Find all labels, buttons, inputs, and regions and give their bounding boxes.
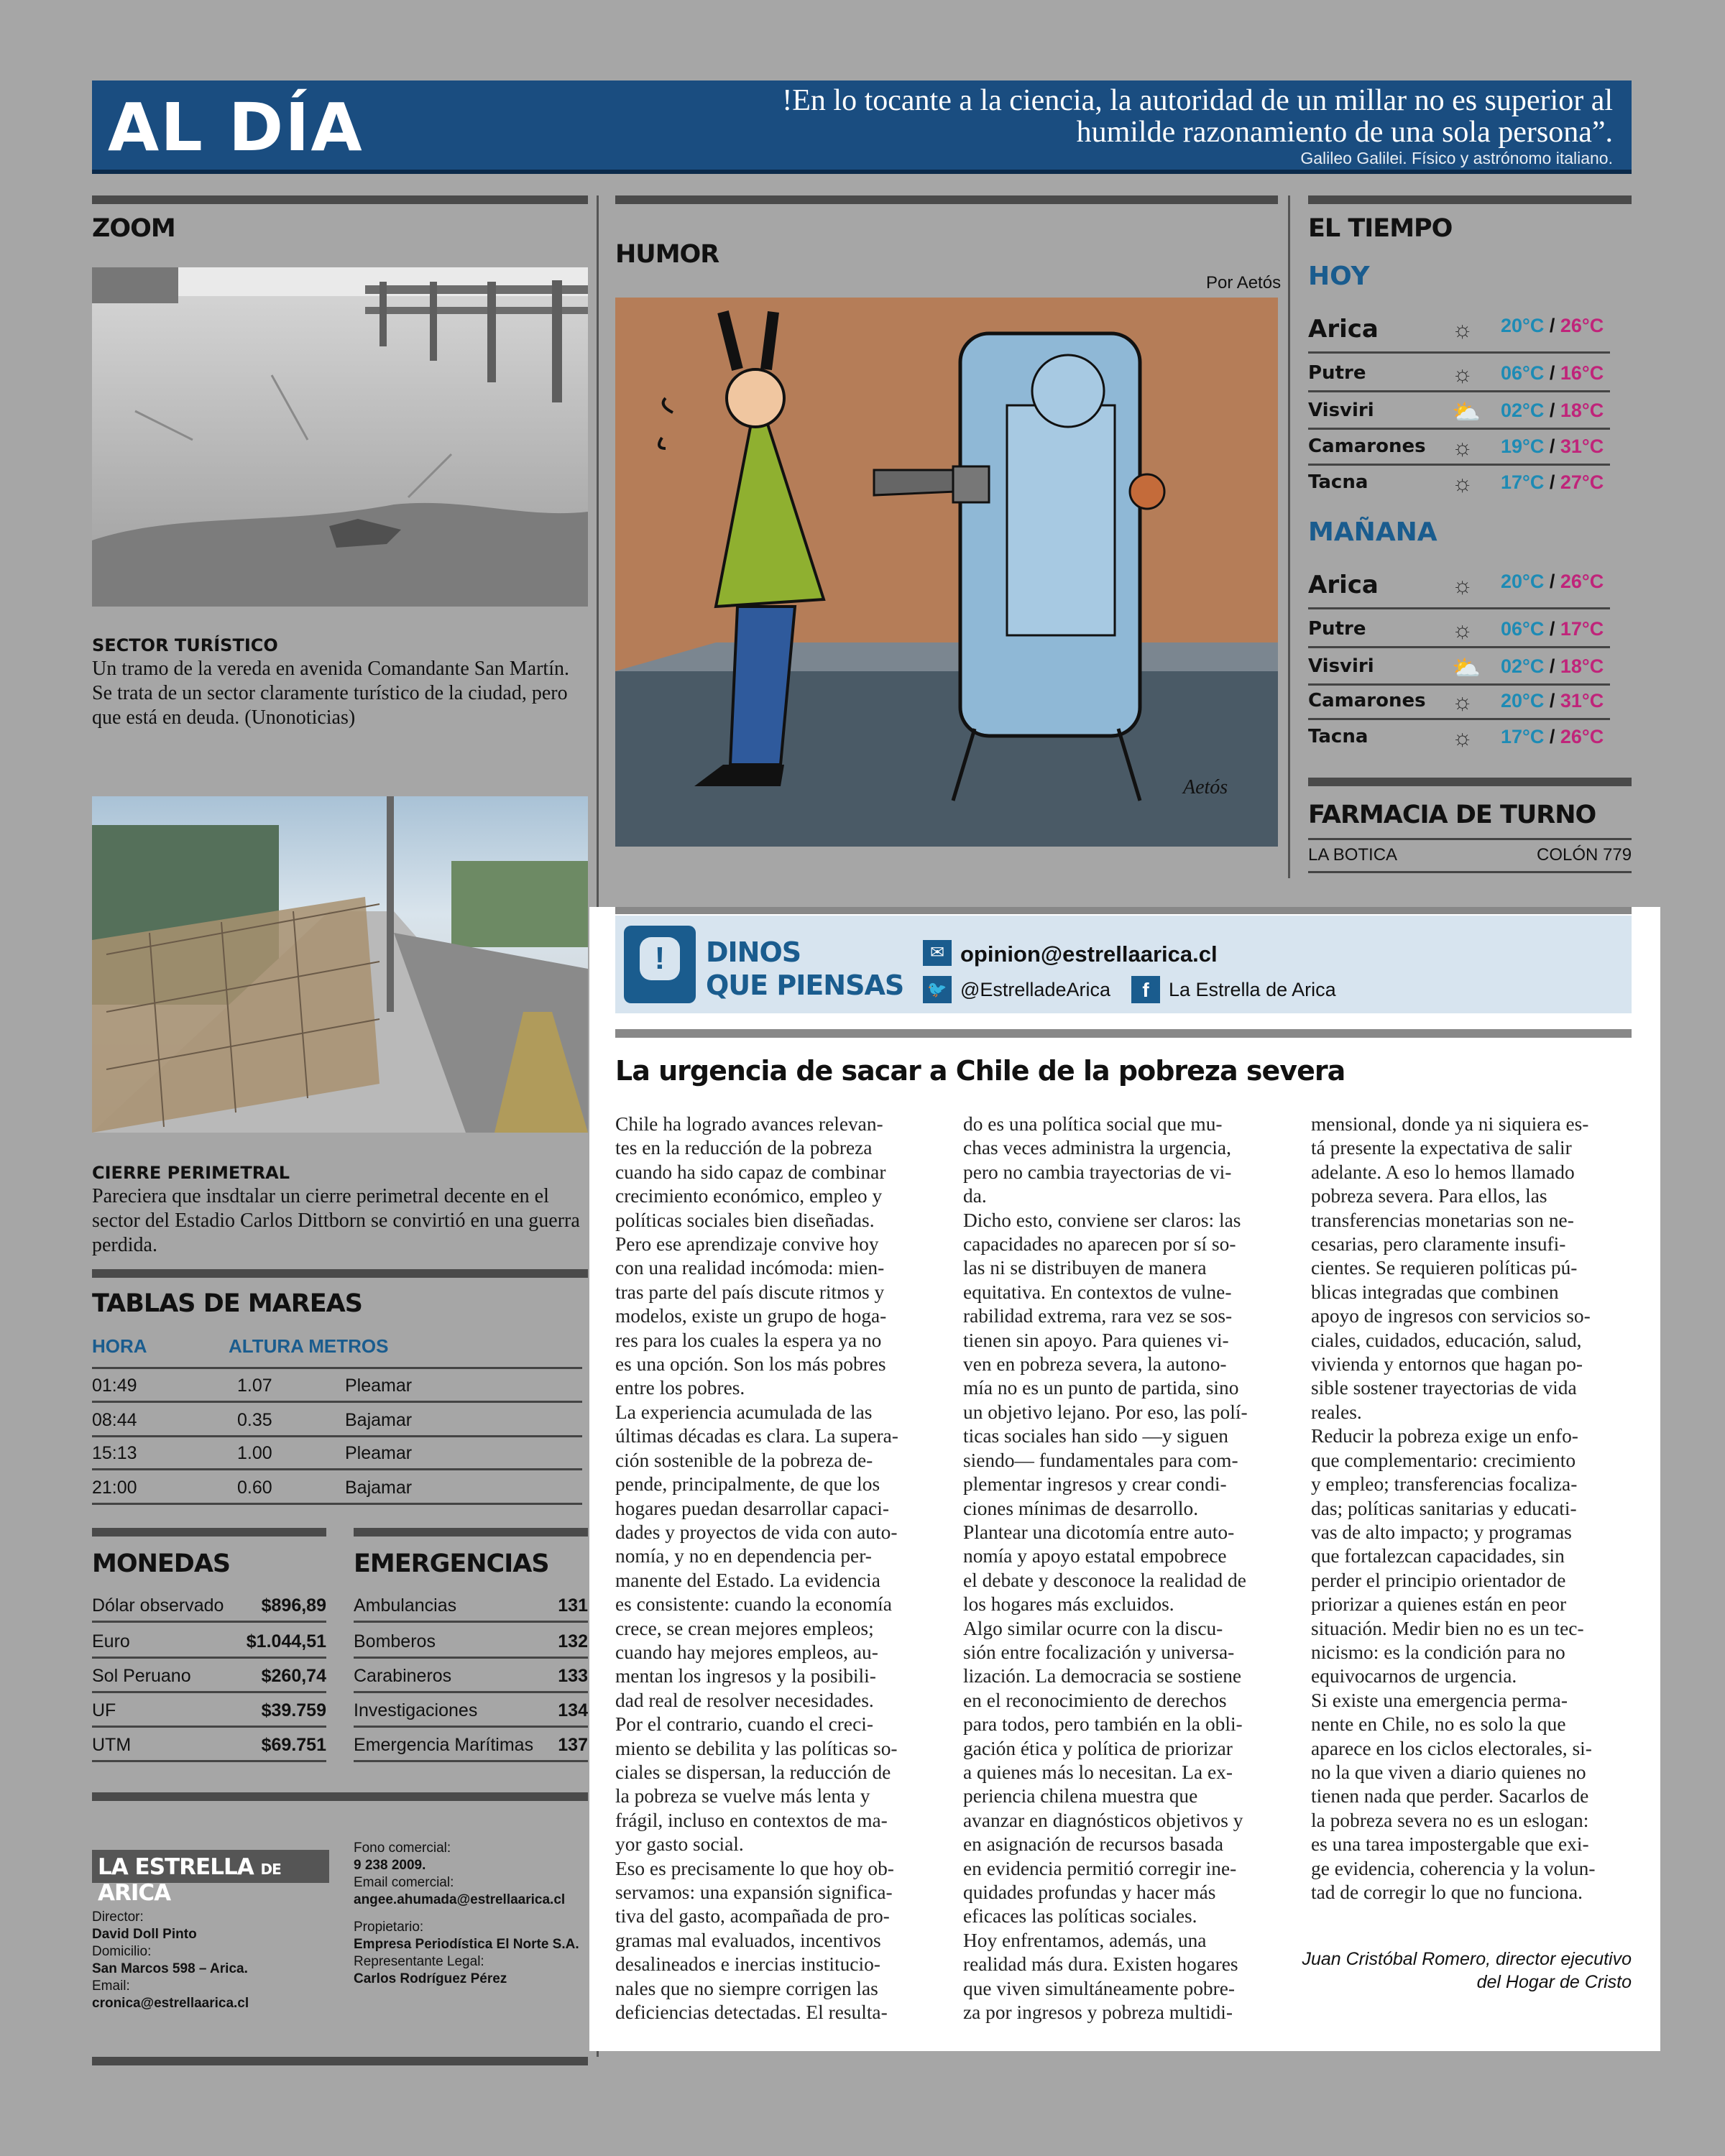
weather-row: Camarones ☼ 20°C / 31°C bbox=[1308, 683, 1610, 720]
email-icon: ✉ bbox=[923, 940, 952, 966]
masthead-left: Director: David Doll Pinto Domicilio: San Marcos 598 – Arica. Email: cronica@estrellaarica.cl bbox=[92, 1909, 249, 2011]
table-row: Ambulancias 131 bbox=[354, 1590, 588, 1623]
table-row: Carabineros 133 bbox=[354, 1660, 588, 1693]
masthead-right: Fono comercial: 9 238 2009. Email comercial: angee.ahumada@estrellaarica.cl Propietario: Empresa Periodística El Norte S.A. Representante Legal: Carlos Rodríguez Pérez bbox=[354, 1841, 579, 1986]
table-row: 01:49 1.07 Pleamar bbox=[92, 1370, 582, 1403]
sun-icon: ☼ bbox=[1452, 361, 1473, 387]
weather-row: Arica ☼ 20°C / 26°C bbox=[1308, 563, 1610, 609]
weather-tomorrow-list bbox=[1308, 563, 1610, 757]
tides-heading: TABLAS DE MAREAS bbox=[92, 1289, 362, 1318]
tides-col-height: ALTURA METROS bbox=[229, 1335, 389, 1357]
divider bbox=[92, 2057, 588, 2065]
divider bbox=[615, 1029, 1632, 1038]
banner-quote: !En lo tocante a la ciencia, la autoridad de un millar no es superior al humilde razonamiento de una sola persona”. bbox=[782, 84, 1613, 149]
newspaper-logo: LA ESTRELLA DE ARICA bbox=[92, 1850, 329, 1883]
weather-row: Tacna ☼ 17°C / 26°C bbox=[1308, 724, 1604, 750]
zoom-heading: ZOOM bbox=[92, 214, 175, 243]
facebook-icon: f bbox=[1131, 976, 1160, 1003]
article-headline: La urgencia de sacar a Chile de la pobreza severa bbox=[615, 1055, 1346, 1087]
divider bbox=[615, 907, 1632, 914]
table-row: 21:00 0.60 Bajamar bbox=[92, 1472, 582, 1505]
currencies-heading: MONEDAS bbox=[92, 1549, 231, 1578]
article-body bbox=[615, 1112, 1632, 2047]
humor-cartoon bbox=[615, 298, 1278, 847]
section-banner bbox=[92, 80, 1632, 174]
sun-haze-icon: ☼ bbox=[1452, 470, 1473, 496]
sun-haze-icon: ☼ bbox=[1452, 572, 1473, 598]
weather-row: Putre ☼ 06°C / 17°C bbox=[1308, 611, 1610, 648]
sun-haze-icon: ☼ bbox=[1452, 617, 1473, 642]
divider bbox=[92, 195, 588, 204]
speech-bubble-icon: ! bbox=[624, 926, 696, 1003]
humor-credit: Por Aetós bbox=[1206, 273, 1282, 292]
sun-icon: ☼ bbox=[1452, 316, 1473, 342]
zoom-caption-title-1: SECTOR TURÍSTICO bbox=[92, 635, 278, 655]
divider bbox=[615, 195, 1278, 204]
tides-col-hour: HORA bbox=[92, 1335, 147, 1357]
article-column-3: mensional, donde ya ni siquiera es- tá presente la expectativa de salir adelante. A eso lo hemos llamado pobreza severa. Para ellos, las transferencias monetarias son ne- cesarias, pero claramente insufi- cientes. Se requieren políticas pú- blicas integradas que combinen apoyo de ingresos con servicios so- ciales, cuidados, educación, salud, vivienda y entornos que hagan po- sible sostener trayectorias de vida reales. Reducir la pobreza exige un enfo- que complementario: crecimiento y empleo; transferencias focaliza- das; políticas sanitarias y educati- vas de alto impacto; y programas que fortalezcan capacidades, sin perder el principio orientador de priorizar a quienes están en peor situación. Medir bien no es un tec- nicismo: es la condición para no equivocarnos de urgencia. Si existe una emergencia perma- nente en Chile, no es solo la que aparece en los ciclos electorales, si- no la que viven a diario quienes no tienen nada que perder. Sacarlos de la pobreza severa no es un eslogan: es una tarea impostergable que exi- ge evidencia, coherencia y la volun- tad de corregir lo que no funciona. bbox=[1311, 1113, 1596, 1903]
zoom-photo-fence bbox=[92, 796, 588, 1133]
divider bbox=[92, 1528, 326, 1537]
pharmacy-heading: FARMACIA DE TURNO bbox=[1308, 801, 1596, 829]
divider bbox=[354, 1528, 588, 1537]
weather-row: Camarones ☼ 19°C / 31°C bbox=[1308, 428, 1610, 466]
table-row: Emergencia Marítimas 137 bbox=[354, 1729, 588, 1762]
pharmacy-name: LA BOTICA bbox=[1308, 845, 1398, 865]
weather-row: Tacna ☼ 17°C / 27°C bbox=[1308, 470, 1604, 496]
divider bbox=[92, 1792, 588, 1801]
banner-quote-author: Galileo Galilei. Físico y astrónomo italiano. bbox=[1300, 149, 1613, 167]
weather-today-list bbox=[1308, 308, 1610, 502]
table-row: Dólar observado $896,89 bbox=[92, 1590, 326, 1623]
divider bbox=[1308, 195, 1632, 204]
table-row: Bomberos 132 bbox=[354, 1626, 588, 1659]
table-row: UF $39.759 bbox=[92, 1695, 326, 1728]
weather-tomorrow-label: MAÑANA bbox=[1308, 517, 1438, 547]
emergencies-table bbox=[354, 1590, 588, 1769]
table-row: Euro $1.044,51 bbox=[92, 1626, 326, 1659]
pharmacy-address: COLÓN 779 bbox=[1537, 845, 1632, 865]
zoom-caption-title-2: CIERRE PERIMETRAL bbox=[92, 1163, 290, 1183]
sun-haze-icon: ☼ bbox=[1452, 434, 1473, 460]
zoom-caption-2: Pareciera que insdtalar un cierre perimetral decente en el sector del Estadio Carlos Dittborn se convirtió en una guerra perdida. bbox=[92, 1185, 580, 1256]
contact-twitter[interactable]: @EstrelladeArica bbox=[960, 979, 1110, 1000]
sun-haze-icon: ☼ bbox=[1452, 688, 1473, 714]
zoom-photo-sidewalk bbox=[92, 267, 588, 607]
weather-row: Visviri ⛅ 02°C / 18°C bbox=[1308, 648, 1610, 686]
article-column-2: do es una política social que mu- chas veces administra la urgencia, pero no cambia trayectorias de vi- da. Dicho esto, conviene ser claros: las capacidades no aparecen por sí so- las ni se distribuyen de manera equitativa. En contextos de vulne- rabilidad extrema, rara vez se sos- tienen sin apoyo. Para quienes vi- ven en pobreza severa, la autono- mía no es un punto de partida, sino un objetivo lejano. Por eso, las polí- ticas sociales han sido —y siguen siendo— fundamentales para com- plementar ingresos y crear condi- ciones mínimas de desarrollo. Plantear una dicotomía entre auto- nomía y apoyo estatal empobrece el debate y desconoce la realidad de los hogares más excluidos. Algo similar ocurre con la discu- sión entre focalización y universa- lización. La democracia se sostiene en el reconocimiento de derechos para todos, pero también en la obli- gación ética y política de priorizar a quienes más lo necesitan. La ex- periencia chilena muestra que avanzar en diagnósticos objetivos y en asignación de recursos basada en evidencia permitió corregir ine- quidades profundas y hacer más eficaces las políticas sociales. Hoy enfrentamos, además, una realidad más dura. Existen hogares que viven simultáneamente pobre- za por ingresos y pobreza multidi- bbox=[963, 1113, 1248, 2024]
weather-row: Arica ☼ 20°C / 26°C bbox=[1308, 308, 1610, 354]
sun-haze-icon: ☼ bbox=[1452, 724, 1473, 750]
weather-heading: EL TIEMPO bbox=[1308, 214, 1453, 243]
table-row: 15:13 1.00 Pleamar bbox=[92, 1437, 582, 1470]
table-row: UTM $69.751 bbox=[92, 1729, 326, 1762]
cartoon-signature: Aetós bbox=[1183, 776, 1228, 798]
contact-email[interactable]: opinion@estrellaarica.cl bbox=[960, 941, 1218, 967]
section-title: AL DÍA bbox=[108, 89, 364, 166]
table-row: Sol Peruano $260,74 bbox=[92, 1660, 326, 1693]
tides-table bbox=[92, 1335, 582, 1544]
weather-row: Putre ☼ 06°C / 16°C bbox=[1308, 355, 1610, 392]
weather-today-label: HOY bbox=[1308, 262, 1370, 291]
humor-heading: HUMOR bbox=[615, 240, 719, 269]
cloud-sun-icon: ⛅ bbox=[1452, 655, 1481, 681]
emergencies-heading: EMERGENCIAS bbox=[354, 1549, 549, 1578]
weather-row: Visviri ⛅ 02°C / 18°C bbox=[1308, 392, 1610, 430]
currencies-table bbox=[92, 1590, 326, 1769]
cloud-sun-icon: ⛅ bbox=[1452, 399, 1481, 425]
divider bbox=[1308, 778, 1632, 786]
article-author: Juan Cristóbal Romero, director ejecutivo del Hogar de Cristo bbox=[1302, 1949, 1632, 1992]
contact-prompt: DINOS QUE PIENSAS bbox=[706, 936, 904, 1001]
twitter-icon: 🐦 bbox=[923, 976, 952, 1003]
contact-facebook[interactable]: La Estrella de Arica bbox=[1169, 979, 1336, 1000]
opinion-section bbox=[589, 907, 1660, 2051]
article-column-1: Chile ha logrado avances relevan- tes en la reducción de la pobreza cuando ha sido capaz de combinar crecimiento económico, empleo y políticas sociales bien diseñadas. Pero ese aprendizaje convive hoy con una realidad incómoda: mien- tras parte del país discute ritmos y modelos, existe un grupo de hoga- res para los cuales la espera ya no es una opción. Son los más pobres entre los pobres. La experiencia acumulada de las últimas décadas es clara. La supera- ción sostenible de la pobreza de- pende, principalmente, de que los hogares puedan desarrollar capaci- dades y proyectos de vida con auto- nomía, y no en dependencia per- manente del Estado. La evidencia es consistente: cuando la economía crece, se crean mejores empleos; cuando hay mejores empleos, au- mentan los ingresos y la posibili- dad real de resolver necesidades. Por el contrario, cuando el creci- miento se debilita y las políticas so- ciales se dispersan, la reducción de la pobreza se vuelve más lenta y frágil, incluso en contextos de ma- yor gasto social. Eso es precisamente lo que hoy ob- servamos: una expansión significa- tiva del gasto, acompañada de pro- gramas mal evaluados, incentivos desalineados e inercias institucio- nales que no siempre corrigen las deficiencias detectadas. El resulta- bbox=[615, 1113, 898, 2024]
divider bbox=[92, 1269, 588, 1278]
contact-box bbox=[615, 916, 1632, 1013]
table-row: 08:44 0.35 Bajamar bbox=[92, 1404, 582, 1437]
zoom-caption-1: Un tramo de la vereda en avenida Comandante San Martín. Se trata de un sector claramente turístico de la ciudad, pero que está en deuda. (Unonoticias) bbox=[92, 658, 569, 729]
table-row: Investigaciones 134 bbox=[354, 1695, 588, 1728]
